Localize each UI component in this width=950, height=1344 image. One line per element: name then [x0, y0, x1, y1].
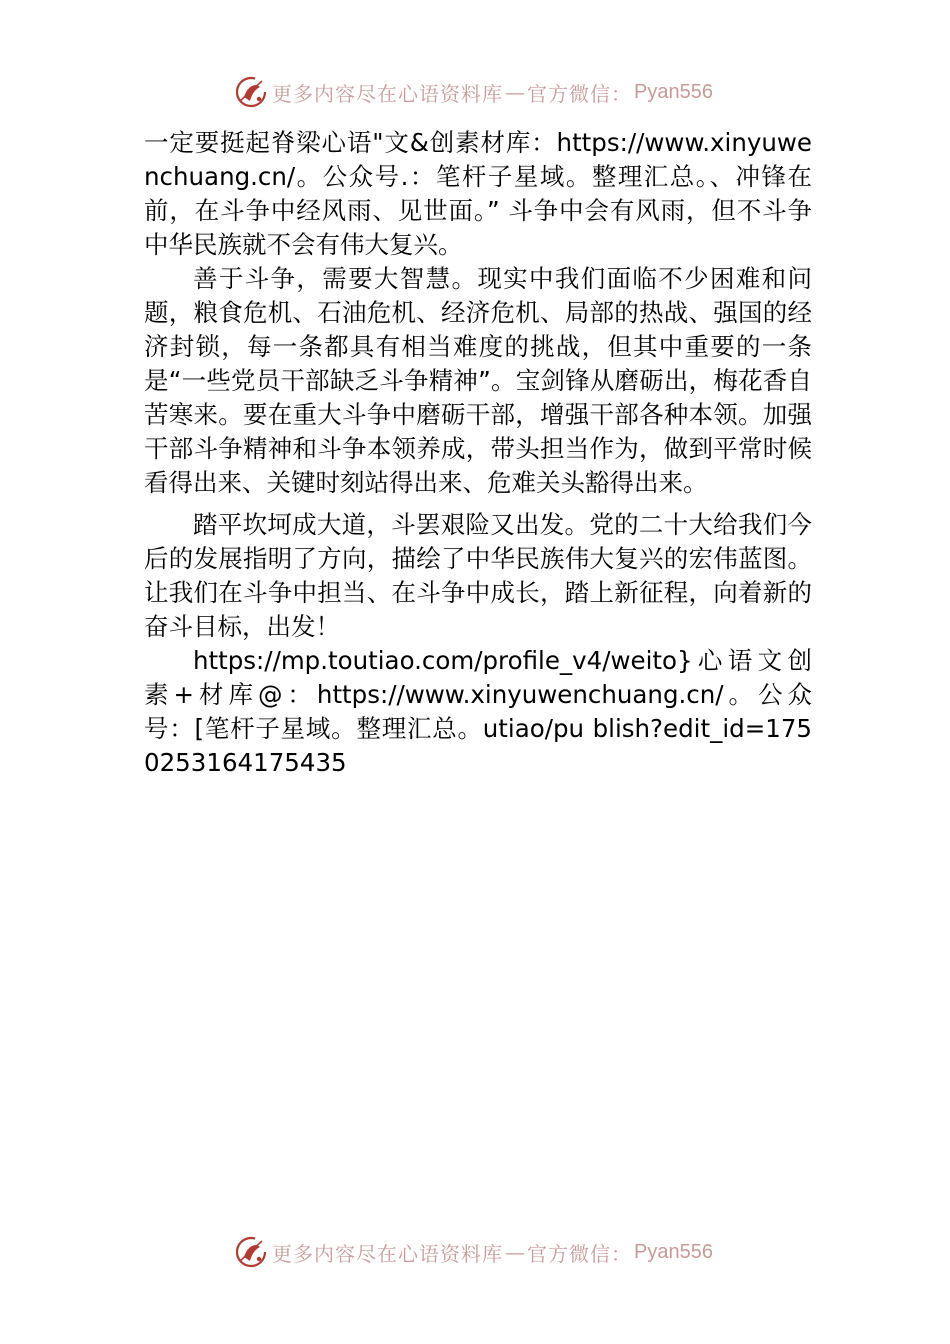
logo-icon [234, 1235, 268, 1269]
paragraph-4: https://mp.toutiao.com/profile_v4/weito}心语文创素+材库@：https://www.xinyuwenchuang.cn/。公众号：[笔杆子星域。整理汇总。utiao/pu blish?edit_id=1750253164175435 [144, 646, 812, 777]
footer-dash: — [505, 1240, 525, 1264]
footer-slogan: 更多内容尽在心语资料库 [272, 1241, 503, 1266]
paragraph-1: 一定要挺起脊梁心语"文&创素材库：https://www.xinyuwenchuang.cn/。公众号.：笔杆子星域。整理汇总。、冲锋在前，在斗争中经风雨、见世面。” 斗争中会有风雨，但不斗争中华民族就不会有伟大复兴。 [144, 128, 812, 259]
header-wechat-id: Pyan556 [634, 80, 713, 103]
logo-icon [234, 75, 268, 109]
paragraph-2: 善于斗争，需要大智慧。现实中我们面临不少困难和问题，粮食危机、石油危机、经济危机、局部的热战、强国的经济封锁，每一条都具有相当难度的挑战，但其中重要的一条是“一些党员干部缺乏斗争精神”。宝剑锋从磨砺出，梅花香自苦寒来。要在重大斗争中磨砺干部，增强干部各种本领。加强干部斗争精神和斗争本领养成，带头担当作为，做到平常时候看得出来、关键时刻站得出来、危难关头豁得出来。 [144, 264, 812, 497]
footer-watermark [234, 1234, 713, 1270]
footer-wechat-label: 官方微信： [527, 1241, 632, 1266]
header-wechat-label: 官方微信： [527, 81, 632, 106]
header-watermark [234, 74, 713, 110]
header-dash: — [505, 80, 525, 104]
paragraph-3: 踏平坎坷成大道，斗罢艰险又出发。党的二十大给我们今后的发展指明了方向，描绘了中华民族伟大复兴的宏伟蓝图。让我们在斗争中担当、在斗争中成长，踏上新征程，向着新的奋斗目标，出发！ [144, 510, 812, 641]
document-body [144, 126, 812, 780]
footer-wechat-id: Pyan556 [634, 1240, 713, 1263]
header-slogan: 更多内容尽在心语资料库 [272, 81, 503, 106]
